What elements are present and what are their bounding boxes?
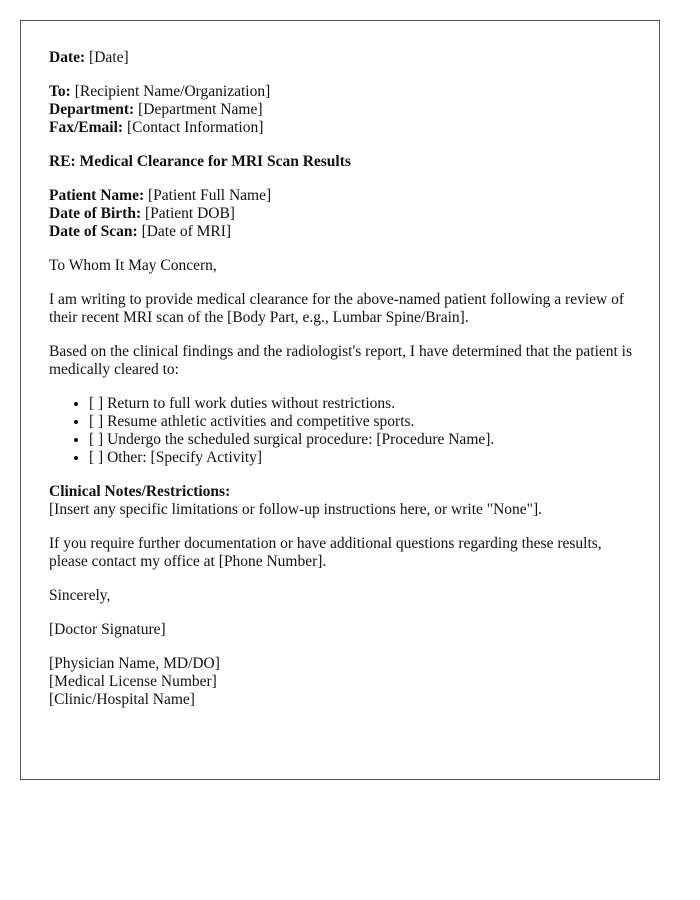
date-label: Date: xyxy=(49,49,86,66)
patient-name-label: Patient Name: xyxy=(49,187,145,204)
department-line xyxy=(49,101,639,119)
scan-date-value: [Date of MRI] xyxy=(141,223,232,240)
date-line xyxy=(49,49,639,67)
to-line xyxy=(49,83,639,101)
patient-dob-value: [Patient DOB] xyxy=(145,205,235,222)
to-value: [Recipient Name/Organization] xyxy=(74,83,271,100)
contact-label: Fax/Email: xyxy=(49,119,124,136)
contact-value: [Contact Information] xyxy=(126,119,264,136)
clearance-item-sports: • [ ] Resume athletic activities and competitive sports. xyxy=(89,413,639,431)
clearance-item-work: • [ ] Return to full work duties without restrictions. xyxy=(89,395,639,413)
date-value: [Date] xyxy=(89,49,129,66)
clinic-name: [Clinic/Hospital Name] xyxy=(49,691,195,708)
scan-date-line xyxy=(49,223,639,241)
patient-block xyxy=(49,187,639,241)
intro-paragraph: I am writing to provide medical clearance for the above-named patient following a review of their recent MRI scan of the [Body Part, e.g., Lumbar Spine/Brain]. xyxy=(49,291,624,326)
notes-label: Clinical Notes/Restrictions: xyxy=(49,483,231,500)
contact-line xyxy=(49,119,639,137)
physician-name: [Physician Name, MD/DO] xyxy=(49,655,220,672)
closing-paragraph: If you require further documentation or have additional questions regarding these results, please contact my office at [Phone Number]. xyxy=(49,535,602,570)
salutation: To Whom It May Concern, xyxy=(49,257,217,274)
patient-name-line xyxy=(49,187,639,205)
notes-value: [Insert any specific limitations or follow-up instructions here, or write "None"]. xyxy=(49,501,543,518)
patient-dob-line xyxy=(49,205,639,223)
department-label: Department: xyxy=(49,101,135,118)
letter-page xyxy=(20,20,660,780)
scan-date-label: Date of Scan: xyxy=(49,223,138,240)
license-number: [Medical License Number] xyxy=(49,673,217,690)
subject-line xyxy=(49,153,639,171)
patient-name-value: [Patient Full Name] xyxy=(148,187,272,204)
clearance-item-surgery: • [ ] Undergo the scheduled surgical procedure: [Procedure Name]. xyxy=(89,431,639,449)
recipient-block xyxy=(49,83,639,137)
patient-dob-label: Date of Birth: xyxy=(49,205,142,222)
findings-paragraph: Based on the clinical findings and the radiologist's report, I have determined that the patient is medically cleared to: xyxy=(49,343,633,378)
letter-body xyxy=(49,49,639,725)
clearance-item-other: • [ ] Other: [Specify Activity] xyxy=(89,449,639,467)
subject-text: RE: Medical Clearance for MRI Scan Results xyxy=(49,153,351,170)
sign-off: Sincerely, xyxy=(49,587,111,604)
to-label: To: xyxy=(49,83,71,100)
clearance-list xyxy=(49,395,639,467)
notes-block xyxy=(49,483,639,519)
physician-block xyxy=(49,655,639,709)
doctor-signature: [Doctor Signature] xyxy=(49,621,166,638)
department-value: [Department Name] xyxy=(138,101,263,118)
